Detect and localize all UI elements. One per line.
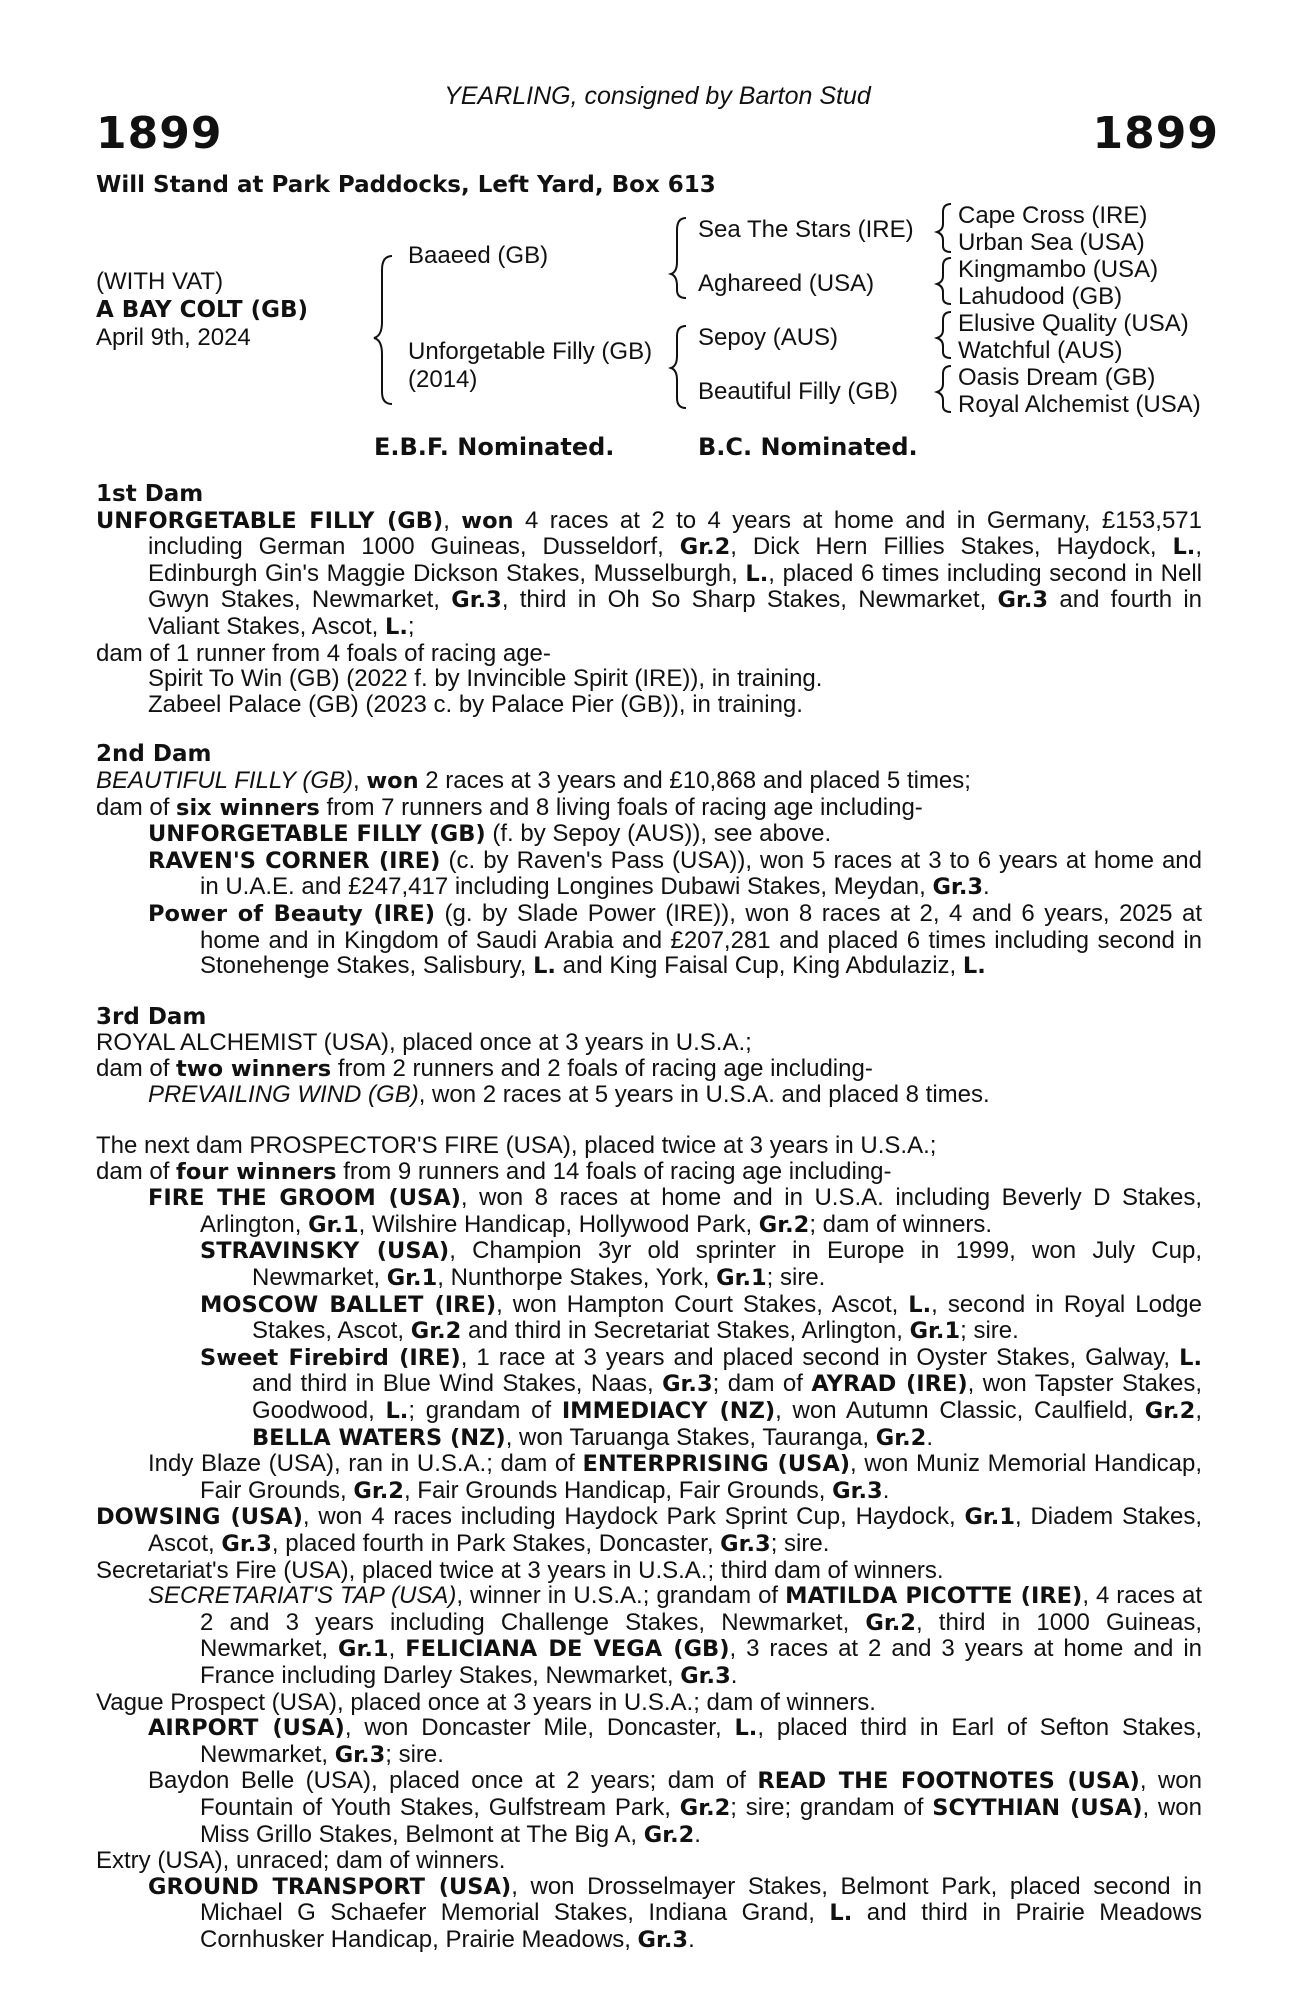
pedigree-sire-dam: Aghareed (USA): [698, 270, 875, 297]
pedigree-dam: Unforgetable Filly (GB): [408, 338, 653, 365]
dam4-foal-extry: Extry (USA), unraced; dam of winners.: [96, 1847, 506, 1875]
dam4-foal-secretariats-fire: Secretariat's Fire (USA), placed twice at 3 years in U.S.A.; third dam of winners.: [96, 1556, 944, 1584]
catalogue-entry: [96, 482, 1202, 1953]
dam2-record: BEAUTIFUL FILLY (GB), won 2 races at 3 years and £10,868 and placed 5 times;: [96, 766, 971, 794]
pedigree-sire: Baaeed (GB): [408, 242, 549, 269]
ebf-nomination: E.B.F. Nominated.: [374, 433, 615, 461]
dam4-grand-indy-blaze: Indy Blaze (USA), ran in U.S.A.; dam of ENTERPRISING (USA), won Muniz Memorial Handicap, Fair Grounds, Gr.2, Fair Grounds Handicap, Fair Grounds, Gr.3.: [148, 1450, 1202, 1504]
dam1-record: UNFORGETABLE FILLY (GB), won 4 races at 2 to 4 years at home and in Germany, £153,571 including German 1000 Guineas, Dusseldorf, Gr.2, Dick Hern Fillies Stakes, Haydock, L., Edinburgh Gin's Maggie Dickson Stakes, Musselburgh, L., placed 6 times including second in Nell Gwyn Stakes, Newmarket, Gr.3, third in Oh So Sharp Stakes, Newmarket, Gr.3 and fourth in Valiant Stakes, Ascot, L.;: [96, 506, 1203, 640]
dam1-foal-1: Spirit To Win (GB) (2022 f. by Invincible Spirit (IRE)), in training.: [148, 665, 823, 693]
horse-dob: April 9th, 2024: [96, 324, 251, 351]
pedigree-dam-dam: Beautiful Filly (GB): [698, 378, 899, 405]
pedigree-ddd: Royal Alchemist (USA): [958, 391, 1201, 418]
dam4-grand-airport: AIRPORT (USA), won Doncaster Mile, Doncaster, L., placed third in Earl of Sefton Stakes, Newmarket, Gr.3; sire.: [148, 1714, 1202, 1768]
dam4-grand-stravinsky: STRAVINSKY (USA), Champion 3yr old sprinter in Europe in 1999, won July Cup, Newmarket, Gr.1, Nunthorpe Stakes, York, Gr.1; sire.: [200, 1237, 1202, 1292]
dam4-grand-secretariats-tap: SECRETARIAT'S TAP (USA), winner in U.S.A.; grandam of MATILDA PICOTTE (IRE), 4 races at 2 and 3 years including Challenge Stakes, Newmarket, Gr.2, third in 1000 Guineas, Newmarket, Gr.1, FELICIANA DE VEGA (GB), 3 races at 2 and 3 years at home and in France including Darley Stakes, Newmarket, Gr.3.: [148, 1582, 1203, 1689]
dam2-produce-summary: dam of six winners from 7 runners and 8 living foals of racing age including-: [96, 793, 923, 821]
horse-name: A BAY COLT (GB): [96, 297, 309, 323]
pedigree-ssd: Urban Sea (USA): [958, 229, 1145, 256]
pedigree-dam-year: (2014): [408, 366, 478, 393]
dam3-produce-summary: dam of two winners from 2 runners and 2 foals of racing age including-: [96, 1054, 873, 1082]
pedigree-sss: Cape Cross (IRE): [958, 202, 1148, 229]
stand-location: Will Stand at Park Paddocks, Left Yard, Box 613: [96, 172, 716, 198]
dam4-record: The next dam PROSPECTOR'S FIRE (USA), placed twice at 3 years in U.S.A.;: [96, 1132, 937, 1160]
dam1-produce-summary: dam of 1 runner from 4 foals of racing age-: [96, 639, 551, 667]
bc-nomination: B.C. Nominated.: [698, 433, 918, 461]
dam4-produce-summary: dam of four winners from 9 runners and 14 foals of racing age including-: [96, 1157, 892, 1185]
pedigree-dsd: Watchful (AUS): [958, 337, 1123, 364]
pedigree-dss: Elusive Quality (USA): [958, 310, 1189, 337]
dam4-foal-dowsing: DOWSING (USA), won 4 races including Haydock Park Sprint Cup, Haydock, Gr.1, Diadem Stakes, Ascot, Gr.3, placed fourth in Park Stakes, Doncaster, Gr.3; sire.: [96, 1503, 1202, 1557]
pedigree-sdd: Lahudood (GB): [958, 283, 1123, 310]
dam3-record: ROYAL ALCHEMIST (USA), placed once at 3 years in U.S.A.;: [96, 1029, 752, 1057]
dam3-foal-1: PREVAILING WIND (GB), won 2 races at 5 years in U.S.A. and placed 8 times.: [148, 1081, 990, 1109]
dam2-foal-1: UNFORGETABLE FILLY (GB) (f. by Sepoy (AUS)), see above.: [148, 820, 832, 848]
dam2-foal-3: Power of Beauty (IRE) (g. by Slade Power (IRE)), won 8 races at 2, 4 and 6 years, 2025 at home and in Kingdom of Saudi Arabia and £207,281 and placed 6 times including second in Stonehenge Stakes, Salisbury, L. and King Faisal Cup, King Abdulaziz, L.: [148, 899, 1202, 980]
pedigree-sire-sire: Sea The Stars (IRE): [698, 216, 914, 243]
pedigree-sds: Kingmambo (USA): [958, 256, 1159, 283]
dam4-foal-vague-prospect: Vague Prospect (USA), placed once at 3 years in U.S.A.; dam of winners.: [96, 1688, 876, 1716]
dam4-grand-ground-transport: GROUND TRANSPORT (USA), won Drosselmayer Stakes, Belmont Park, placed second in Michael G Schaefer Memorial Stakes, Indiana Grand, L. and third in Prairie Meadows Cornhusker Handicap, Prairie Meadows, Gr.3.: [148, 1872, 1202, 1953]
dam4-grand-baydon-belle: Baydon Belle (USA), placed once at 2 years; dam of READ THE FOOTNOTES (USA), won Fountain of Youth Stakes, Gulfstream Park, Gr.2; sire; grandam of SCYTHIAN (USA), won Miss Grillo Stakes, Belmont at The Big A, Gr.2.: [148, 1767, 1202, 1848]
dam1-foal-2: Zabeel Palace (GB) (2023 c. by Palace Pier (GB)), in training.: [148, 690, 803, 718]
lot-number-right: 1899: [1092, 108, 1219, 159]
dam4-grand-sweet-firebird: Sweet Firebird (IRE), 1 race at 3 years and placed second in Oyster Stakes, Galway, L. and third in Blue Wind Stakes, Naas, Gr.3; dam of AYRAD (IRE), won Tapster Stakes, Goodwood, L.; grandam of IMMEDIACY (NZ), won Autumn Classic, Caulfield, Gr.2, BELLA WATERS (NZ), won Taruanga Stakes, Tauranga, Gr.2.: [200, 1343, 1203, 1451]
dam4-grand-moscow-ballet: MOSCOW BALLET (IRE), won Hampton Court Stakes, Ascot, L., second in Royal Lodge Stakes, Ascot, Gr.2 and third in Secretariat Stakes, Arlington, Gr.1; sire.: [200, 1290, 1203, 1345]
dam4-foal-fire-the-groom: FIRE THE GROOM (USA), won 8 races at home and in U.S.A. including Beverly D Stakes, Arlington, Gr.1, Wilshire Handicap, Hollywood Park, Gr.2; dam of winners.: [148, 1184, 1202, 1238]
lot-number-left: 1899: [96, 108, 223, 159]
pedigree-dds: Oasis Dream (GB): [958, 364, 1156, 391]
dam2-heading: 2nd Dam: [96, 741, 212, 768]
vat-note: (WITH VAT): [96, 268, 224, 295]
dam3-heading: 3rd Dam: [96, 1003, 207, 1030]
dam2-foal-2: RAVEN'S CORNER (IRE) (c. by Raven's Pass (USA)), won 5 races at 3 to 6 years at home and in U.A.E. and £247,417 including Longines Dubawi Stakes, Meydan, Gr.3.: [148, 846, 1202, 901]
consignor-subtitle: YEARLING, consigned by Barton Stud: [444, 82, 871, 110]
pedigree-dam-sire: Sepoy (AUS): [698, 324, 839, 351]
dam1-heading: 1st Dam: [96, 481, 204, 507]
